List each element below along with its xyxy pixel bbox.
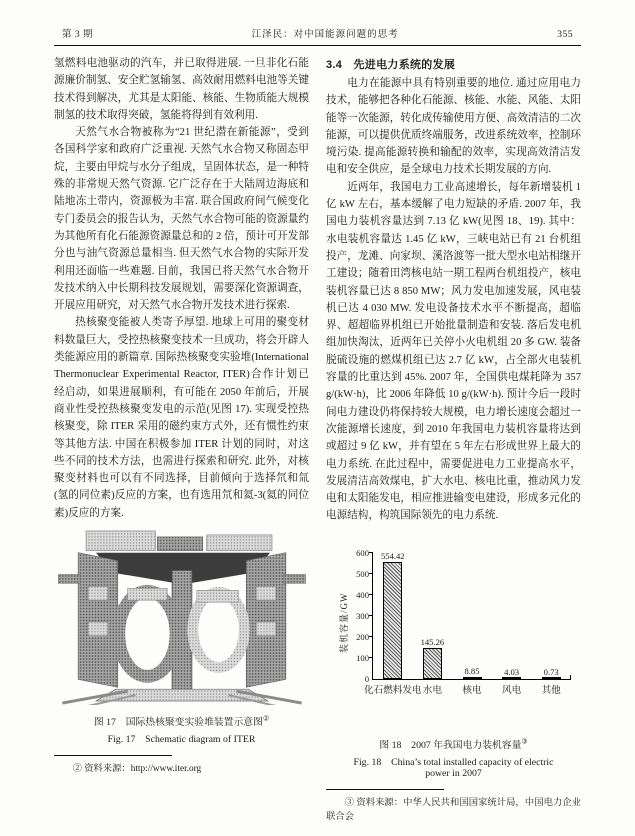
x-tick-label: 核电 [462,684,482,696]
fig17-caption-zh [54,714,309,728]
bar-3 [502,677,521,679]
fig17-caption-ref: ② [262,714,270,723]
bar-value-label: 0.73 [543,666,559,677]
fig17-caption-en: Fig. 17 Schematic diagram of ITER [107,734,256,746]
left-column [54,55,309,825]
bar-0 [383,562,402,678]
y-tick-mark [369,573,373,574]
bar-value-label: 145.26 [420,637,445,648]
x-tick-label: 水电 [422,684,442,696]
left-footnote-block [54,755,309,777]
right-column [326,55,581,825]
section-heading-3-4: 3.4 先进电力系统的发展 [326,59,456,71]
fig18-captions [326,737,581,779]
y-tick-mark [369,657,373,658]
fig17-caption-zh-text: 图 17 国际热核聚变实验堆装置示意图 [93,717,263,729]
left-footnote: ② 资料来源：http://www.iter.org [72,764,202,775]
bar-4 [542,677,561,679]
fig18-caption-en-line2: power in 2007 [425,767,482,779]
chart-plot-area [339,547,571,696]
y-tick-mark [369,615,373,616]
right-footnote-block [326,789,581,825]
x-tick-label: 化石燃料发电 [364,684,422,696]
y-tick-label: 100 [356,652,369,663]
bar-1 [423,648,442,679]
y-tick-label: 300 [356,610,369,621]
bar-2 [463,677,482,679]
page-number: 355 [557,30,573,40]
paragraph-fusion: 热核聚变能被人类寄予厚望. 地球上可用的聚变材料数量巨大，受控热核聚变技术一旦成功，将会开辟人类能源应用的新篇章. 国际热核聚变实验堆(International Thermonuclear Experimental Reactor, ITER)合作计划已经启动，如果进展顺利，有可能在 2050 年前后，开展商业性受控热核聚变发电的示范(见图 17). 实现受控热核聚变，除 ITER 采用的磁约束方式外，还有惯性约束等其他方法. 中国在积极参加 ITER 计划的同时，对这些不同的技术方法，也需进行探索和研究. 此外，对核聚变材料也可以有不同选择，目前倾向于选择氘和氚(氢的同位素)反应的方案，也有选用氘和氦-3(氦的同位素)反应的方案. [54,317,309,519]
fig18-caption-en-line1: Fig. 18 China’s total installed capacity of electric [353,756,554,768]
x-tick-label: 其他 [541,684,561,696]
paragraph-power-importance: 电力在能源中具有特别重要的地位. 通过应用电力技术，能够把各种化石能源、核能、水能、风能、太阳能等一次能源，转化成传输使用方便、高效清洁的二次能源，可以提供优质终端服务，改进系统效率，控制环境污染. 提高能源转换和输配的效率，实现高效清洁发电和安全供应，是全球电力技术长期发展的方向. [326,78,581,176]
y-tick-label: 0 [364,673,369,684]
fig18-bar-chart [326,541,581,713]
y-tick-label: 400 [356,589,369,600]
header-rule [54,45,581,46]
right-footnote-rule [326,789,444,790]
bar-value-label: 8.85 [464,665,480,676]
paragraph-gas-hydrate: 天然气水合物被称为“21 世纪潜在新能源”，受到各国科学家和政府广泛重视. 天然气水合物又称固态甲烷，主要由甲烷与水分子组成，呈固体状态，是一种特殊的非常规天然气资源. 它广泛存在于大陆周边海底和陆地冻土带内，资源极为丰富. 联合国政府间气候变化专门委员会的报告认为，天然气水合物可能的资源量约为其他所有化石能源资源量总和的 2 倍，预计可开发部分也与油气资源总量相当. 但天然气水合物的实际开发利用还面临一些难题. 目前，我国已将天然气水合物开发技术纳入中长期科技发展规划，需要深化资源调查，开展应用研究，对天然气水合物开发技术进行探索. [54,127,309,312]
x-tick-label: 风电 [502,684,522,696]
iter-figure-drawing [58,527,306,705]
y-tick-mark [369,594,373,595]
iter-schematic-figure [57,527,307,710]
y-tick-label: 200 [356,631,369,642]
left-footnote-rule [54,755,172,756]
fig18-caption-ref: ③ [521,737,528,746]
journal-issue: 第 3 期 [62,30,94,40]
bar-value-label: 554.42 [380,551,405,562]
paragraph-hydrogen: 氢燃料电池驱动的汽车，并已取得进展. 一旦非化石能源廉价制氢、安全贮氢输氢、高效耐用燃料电池等关键技术得到解决，尤其是太阳能、核能、生物质能大规模制氢的技术取得突破，氢能将得到有效利用. [54,58,309,121]
paragraph-power-growth: 近两年，我国电力工业高速增长，每年新增装机 1 亿 kW 左右，基本缓解了电力短缺的矛盾. 2007 年，我国电力装机容量达到 7.13 亿 kW(见图 18、19). 其中：水电装机容量达 1.45 亿 kW，三峡电站已有 21 台机组投产，龙滩、向家坝、溪洛渡等一批大型水电站相继开工建设；随着田湾核电站一期工程两台机组投产，核电装机容量已达 8 850 MW；风力发电加速发展，风电装机已达 4 030 MW. 发电设备技术水平不断提高，超临界、超超临界机组已开始批量制造和安装. 落后发电机组加快淘汰，近两年已关停小火电机组 20 多 GW. 装备脱硫设施的燃煤机组已达 2.7 亿 kW，占全部火电装机容量的比重达到 45%. 2007 年，全国供电煤耗降为 357 g/(kW·h)，比 2006 年降低 10 g/(kW·h). 预计今后一段时间电力建设仍将保持较大规模，电力增长速度会超过一次能源增长速度，到 2010 年我国电力装机容量将达到或超过 9 亿 kW，并有望在 5 年左右形成世界上最大的电力系统. 在此过程中，需要促进电力工业提高水平，发展清洁高效煤电，扩大水电、核电比重，推动风力发电和太阳能发电，相应推进输变电建设，形成多元化的电源结构，构筑国际领先的电力系统. [326,181,581,522]
chart-y-axis-label: 装机容量/GW [339,592,349,653]
y-tick-label: 500 [356,568,369,579]
fig18-caption-zh [326,737,581,751]
y-tick-label: 600 [356,547,369,558]
right-footnote: ③ 资料来源：中华人民共和国国家统计局，中国电力企业联合会 [326,797,581,823]
bar-value-label: 4.03 [504,666,520,677]
fig18-caption-zh-text: 图 18 2007 年我国电力装机容量 [379,739,522,751]
running-title: 江泽民：对中国能源问题的思考 [251,30,399,40]
page-header [54,26,581,45]
y-tick-mark [369,636,373,637]
